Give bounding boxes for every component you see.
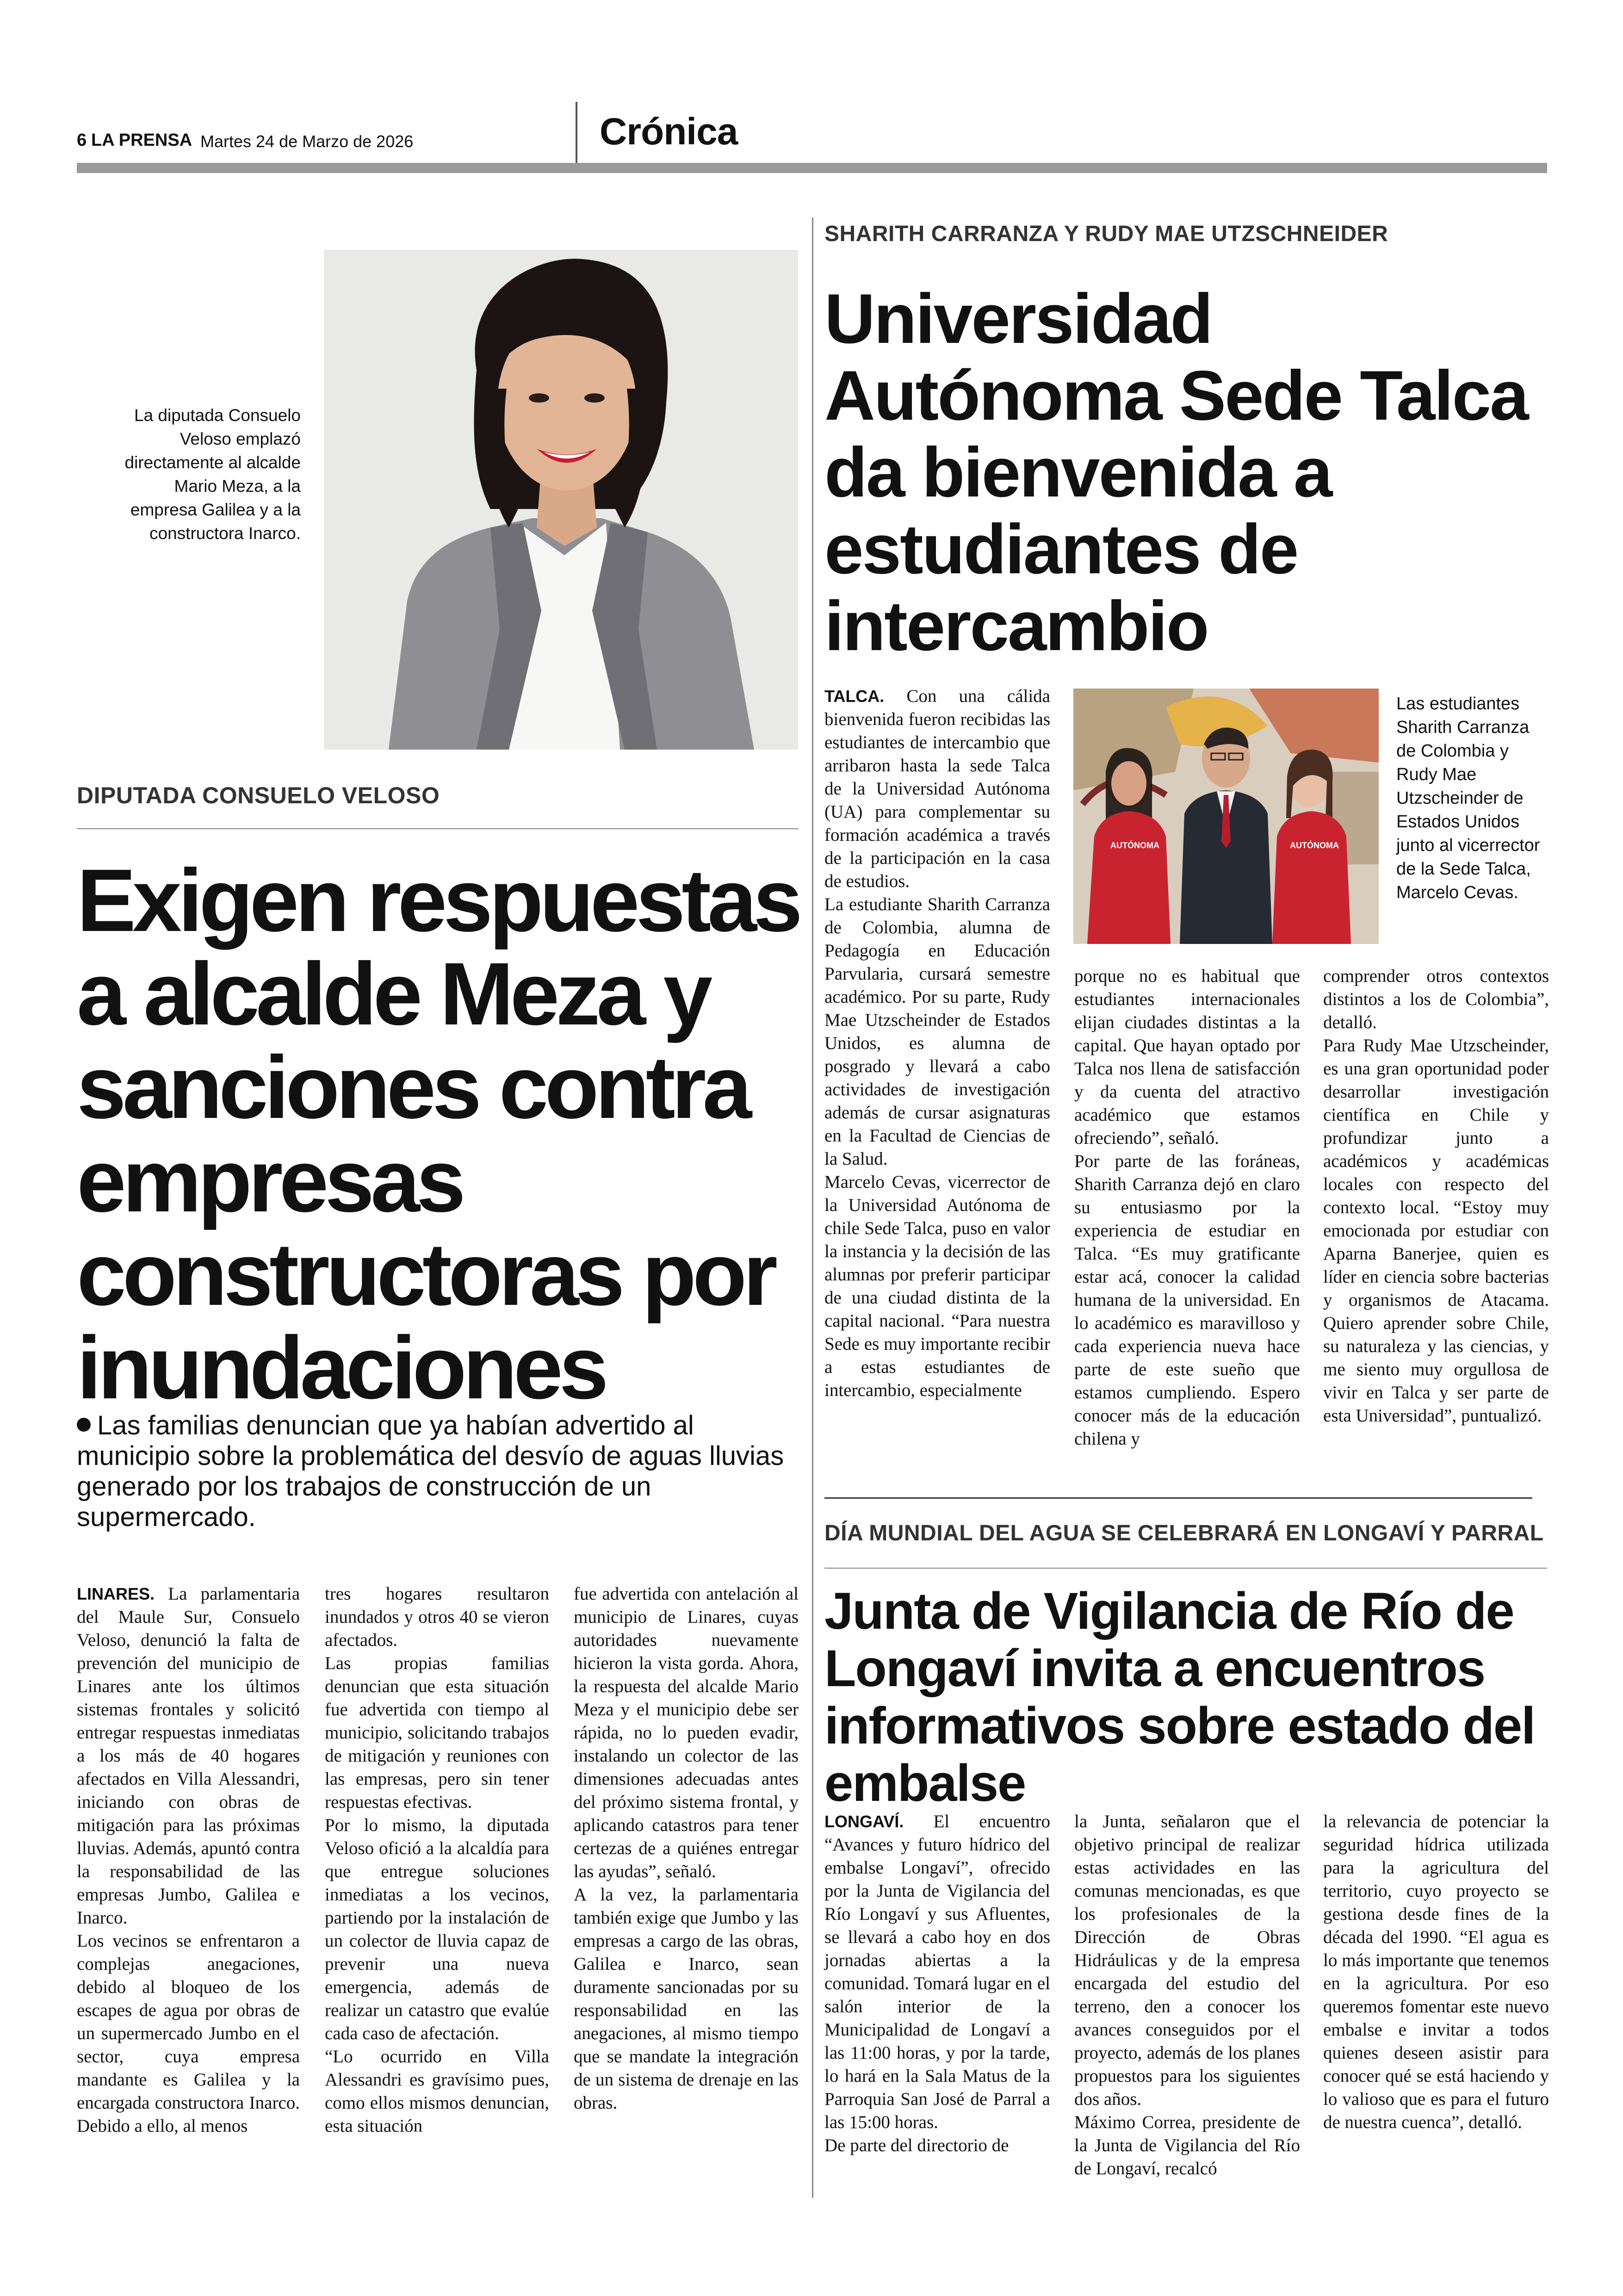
paragraph: la Junta, señalaron que el objetivo principal de realizar estas actividades en las comunas mencionadas, es que los profesionales de la Dirección de Obras Hidráulicas y de la empresa encargada del estudio del terreno, den a conocer los avances conseguidos por el proyecto, además de los planes propuestos para los siguientes dos años.: [1074, 1812, 1300, 2109]
paragraph: Las propias familias denuncian que esta situación fue advertida con tiempo al municipio, solicitando trabajos de mitigación y reuniones con las empresas, pero sin tener respuestas efectivas.: [325, 1653, 549, 1812]
paragraph: comprender otros contextos distintos a los de Colombia”, detalló.: [1323, 966, 1549, 1032]
article-column-2: [1074, 1810, 1300, 2180]
article-headline: Junta de Vigilancia de Río de Longaví invita a encuentros informativos sobre estado del embalse: [824, 1582, 1535, 1812]
paragraph: La estudiante Sharith Carranza de Colombia, alumna de Pedagogía en Educación Parvularia, cursará semestre académico. Por su parte, Rudy Mae Utzscheinder de Estados Unidos, es alumna de posgrado y llevará a cabo actividades de investigación además de cursar asignaturas en la Facultad de Ciencias de la Salud.: [824, 894, 1050, 1169]
paragraph: fue advertida con antelación al municipio de Linares, cuyas autoridades nuevamente hicieron la vista gorda. Ahora, la respuesta del alcalde Mario Meza y el municipio debe ser rápida, no lo pueden evadir, instalando un colector de las dimensiones adecuadas antes del próximo sistema frontal, y aplicando catastros para tener certezas de a quiénes entregar las ayudas”, señaló.: [574, 1584, 799, 1881]
article-column-3: [1323, 1810, 1549, 2134]
article-column-2: [1074, 965, 1300, 1451]
article-deck: [77, 1410, 799, 1533]
bullet-icon: [77, 1418, 91, 1432]
dateline: LINARES.: [77, 1584, 155, 1603]
paragraph: Para Rudy Mae Utzscheinder, es una gran oportunidad poder desarrollar investigación científica en Chile y profundizar junto a académicos y académicas locales con respecto del contexto local. “Estoy muy emocionada por estudiar con Aparna Banerjee, quien es líder en ciencia sobre bacterias y organismos de Atacama. Quiero aprender sobre Chile, su naturaleza y las ciencias, y me siento muy orgullosa de vivir en Talca y ser parte de esta Universidad”, puntualizó.: [1323, 1036, 1549, 1426]
newspaper-name: LA PRENSA: [91, 130, 192, 150]
paragraph: tres hogares resultaron inundados y otros 40 se vieron afectados.: [325, 1584, 549, 1650]
article-column-1: [824, 685, 1050, 1402]
paragraph: porque no es habitual que estudiantes internacionales elijan ciudades distintas a la capital. Que hayan optado por Talca nos llena de satisfacción y da cuenta del atractivo académico que estamos ofreciendo”, señaló.: [1074, 966, 1300, 1148]
kicker-rule: [77, 828, 799, 829]
photo-caption: Las estudiantes Sharith Carranza de Colombia y Rudy Mae Utzscheinder de Estados Unidos junto al vicerrector de la Sede Talca, Marcelo Cevas.: [1396, 694, 1540, 902]
kicker-rule: [824, 1568, 1547, 1569]
article-column-3: [1323, 965, 1549, 1427]
paragraph: La parlamentaria del Maule Sur, Consuelo Veloso, denunció la falta de prevención del municipio de Linares ante los últimos sistemas frontales y solicitó entregar respuestas inmediatas a los más de 40 hogares afectados en Villa Alessandri, iniciando con obras de mitigación para las próximas lluvias. Además, apuntó contra la responsabilidad de las empresas Jumbo, Galilea e Inarco.: [77, 1584, 300, 1928]
dateline: LONGAVÍ.: [824, 1812, 904, 1831]
article-separator: [824, 1497, 1532, 1499]
header-bar: [77, 163, 1547, 173]
deck-text: Las familias denuncian que ya habían advertido al municipio sobre la problemática del desvío de aguas lluvias generado por los trabajos de construcción de un supermercado.: [77, 1410, 784, 1532]
jacket-text: AUTÓNOMA: [1290, 841, 1339, 850]
article-kicker: SHARITH CARRANZA Y RUDY MAE UTZSCHNEIDER: [824, 222, 1388, 246]
paragraph: Con una cálida bienvenida fueron recibidas las estudiantes de intercambio que arribaron hasta la sede Talca de la Universidad Autónoma (UA) para complementar su formación académica a través de la participación en la casa de estudios.: [824, 686, 1050, 891]
paragraph: Los vecinos se enfrentaron a complejas anegaciones, debido al bloqueo de los escapes de agua por obras de un supermercado Jumbo en el sector, cuya empresa mandante es Galilea y la encargada constructora Inarco. Debido a ello, al menos: [77, 1931, 300, 2136]
paragraph: Máximo Correa, presidente de la Junta de Vigilancia del Río de Longaví, recalcó: [1074, 2112, 1300, 2178]
section-title: Crónica: [600, 111, 738, 153]
group-photo-illustration: [1073, 689, 1379, 944]
paragraph: “Lo ocurrido en Villa Alessandri es gravísimo pues, como ellos mismos denuncian, esta situación: [325, 2047, 549, 2136]
article-column-1: [77, 1582, 300, 2138]
photo-caption: La diputada Consuelo Veloso emplazó directamente al alcalde Mario Meza, a la empresa Galilea y a la constructora Inarco.: [124, 406, 301, 543]
paragraph: A la vez, la parlamentaria también exige que Jumbo y las empresas a cargo de las obras, Galilea e Inarco, sean duramente sancionadas por su responsabilidad en las anegaciones, al mismo tiempo que se mandate la integración de un sistema de drenaje en las obras.: [574, 1885, 799, 2113]
article-column-1: [824, 1810, 1050, 2157]
photo-exchange-students: [1073, 689, 1379, 944]
paragraph: De parte del directorio de: [824, 2135, 1009, 2155]
paragraph: Por lo mismo, la diputada Veloso ofició a la alcaldía para que entregue soluciones inmediatas a los vecinos, partiendo por la instalación de un colector de lluvia capaz de prevenir una nueva emergencia, además de realizar un catastro que evalúe cada caso de afectación.: [325, 1815, 549, 2043]
article-kicker: DIPUTADA CONSUELO VELOSO: [77, 782, 440, 808]
paragraph: El encuentro “Avances y futuro hídrico del embalse Longaví”, ofrecido por la Junta de Vigilancia del Río Longaví y sus Afluentes, se llevará a cabo hoy en dos jornadas abiertas a la comunidad. Tomará lugar en el salón interior de la Municipalidad de Longaví a las 11:00 horas, y por la tarde, lo hará en la Sala Matus de la Parroquia San José de Parral a las 15:00 horas.: [824, 1812, 1050, 2132]
paragraph: la relevancia de potenciar la seguridad hídrica utilizada para la agricultura del territorio, cuyo proyecto se gestiona desde fines de la década del 1990. “El agua es lo más importante que tenemos en la agricultura. Por eso queremos fomentar este nuevo embalse e invitar a todos quienes deseen asistir para conocer qué se está haciendo y lo valioso que es para el futuro de nuestra cuenca”, detalló.: [1323, 1812, 1549, 2132]
dateline: TALCA.: [824, 687, 885, 706]
jacket-text: AUTÓNOMA: [1110, 841, 1159, 850]
portrait-illustration: [324, 250, 798, 750]
article-headline: Universidad Autónoma Sede Talca da bienvenida a estudiantes de intercambio: [824, 279, 1528, 665]
article-headline: Exigen respuestas a alcalde Meza y sanciones contra empresas constructoras por inundaciones: [77, 850, 799, 1417]
article-kicker: DÍA MUNDIAL DEL AGUA SE CELEBRARÁ EN LONGAVÍ Y PARRAL: [824, 1521, 1544, 1545]
article-column-3: [574, 1582, 799, 2115]
paragraph: Marcelo Cevas, vicerrector de la Universidad Autónoma de chile Sede Talca, puso en valor la instancia y la decisión de las alumnas por preferir participar de una ciudad distinta de la capital nacional. “Para nuestra Sede es muy importante recibir a estas estudiantes de intercambio, especialmente: [824, 1172, 1050, 1400]
photo-consuelo-veloso: [324, 250, 798, 750]
header-divider: [576, 102, 577, 167]
page-number: 6: [77, 130, 87, 150]
paragraph: Por parte de las foráneas, Sharith Carranza dejó en claro su entusiasmo por la experiencia de estudiar en Talca. “Es muy gratificante estar acá, conocer la calidad humana de la universidad. En lo académico es maravilloso y cada experiencia nueva hace parte de este sueño que estamos cumpliendo. Espero conocer más de la educación chilena y: [1074, 1151, 1300, 1449]
article-column-2: [325, 1582, 549, 2138]
issue-date: Martes 24 de Marzo de 2026: [200, 132, 414, 151]
